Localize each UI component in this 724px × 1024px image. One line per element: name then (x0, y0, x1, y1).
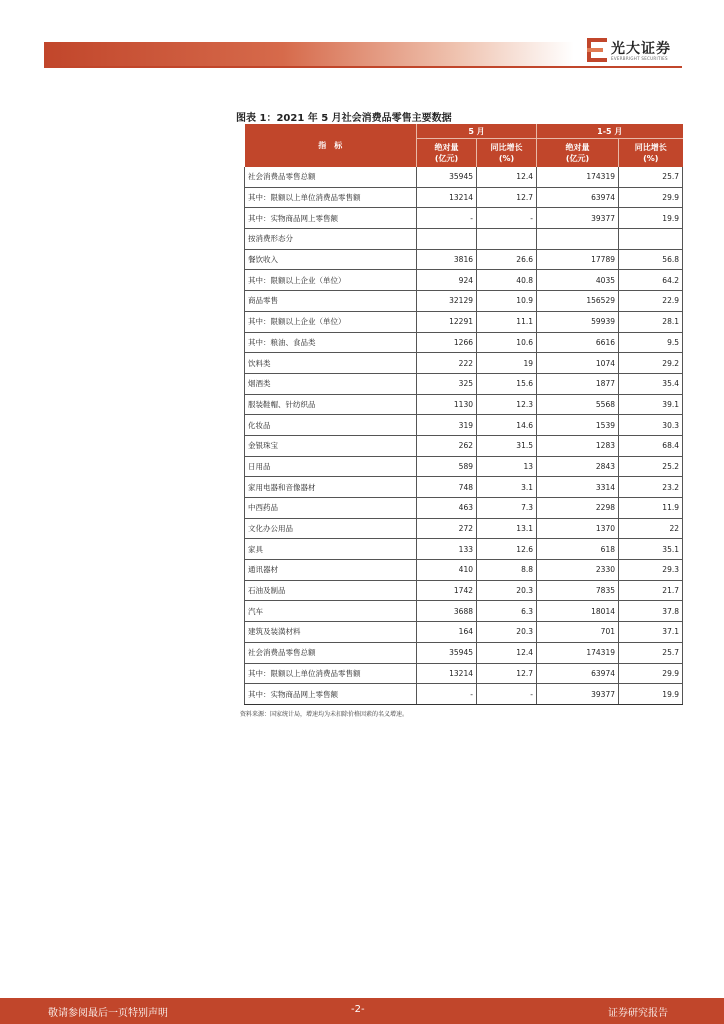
footer-disclaimer: 敬请参阅最后一页特别声明 (48, 1008, 168, 1019)
row-label: 其中：限额以上企业（单位） (245, 270, 417, 291)
may-absolute-cell: 410 (417, 560, 477, 581)
row-label: 饮料类 (245, 353, 417, 374)
row-label: 建筑及装潢材料 (245, 622, 417, 643)
may-absolute-cell: 32129 (417, 291, 477, 312)
may-growth-cell: 12.6 (477, 539, 537, 560)
table-row (245, 332, 683, 353)
may-absolute-cell: 262 (417, 435, 477, 456)
may-growth-cell (477, 229, 537, 250)
may-growth-cell: 13 (477, 456, 537, 477)
ytd-growth-cell: 64.2 (619, 270, 683, 291)
footer-doc-type: 证券研究报告 (608, 1008, 668, 1019)
may-absolute-cell: 463 (417, 498, 477, 519)
may-growth-cell: 12.4 (477, 167, 537, 187)
row-label: 按消费形态分 (245, 229, 417, 250)
may-growth-cell: 20.3 (477, 622, 537, 643)
may-growth-cell: 15.6 (477, 373, 537, 394)
may-growth-cell: 31.5 (477, 435, 537, 456)
ytd-absolute-cell: 1877 (537, 373, 619, 394)
row-label: 金银珠宝 (245, 435, 417, 456)
may-growth-cell: - (477, 208, 537, 229)
row-label: 家具 (245, 539, 417, 560)
row-label: 石油及制品 (245, 580, 417, 601)
may-growth-cell: 12.7 (477, 187, 537, 208)
ytd-growth-cell: 22 (619, 518, 683, 539)
may-absolute-cell: 133 (417, 539, 477, 560)
may-absolute-cell: 13214 (417, 663, 477, 684)
table-row (245, 498, 683, 519)
table-row (245, 684, 683, 705)
row-label: 其中：限额以上单位消费品零售额 (245, 187, 417, 208)
header-may-absolute: 绝对量 (亿元) (417, 139, 477, 168)
ytd-growth-cell: 19.9 (619, 684, 683, 705)
ytd-absolute-cell: 3314 (537, 477, 619, 498)
ytd-growth-cell: 39.1 (619, 394, 683, 415)
table-row (245, 539, 683, 560)
row-label: 家用电器和音像器材 (245, 477, 417, 498)
page-number: -2- (351, 1004, 365, 1015)
row-label: 中西药品 (245, 498, 417, 519)
may-growth-cell: 14.6 (477, 415, 537, 436)
row-label: 其中：限额以上单位消费品零售额 (245, 663, 417, 684)
table-row (245, 291, 683, 312)
ytd-growth-cell (619, 229, 683, 250)
may-growth-cell: 20.3 (477, 580, 537, 601)
row-label: 其中：实物商品网上零售额 (245, 684, 417, 705)
ytd-growth-cell: 56.8 (619, 249, 683, 270)
may-absolute-cell: - (417, 208, 477, 229)
row-label: 化妆品 (245, 415, 417, 436)
may-absolute-cell: 1130 (417, 394, 477, 415)
may-absolute-cell: - (417, 684, 477, 705)
may-growth-cell: - (477, 684, 537, 705)
table-row (245, 601, 683, 622)
table-row (245, 518, 683, 539)
may-absolute-cell: 12291 (417, 311, 477, 332)
ytd-growth-cell: 29.3 (619, 560, 683, 581)
table-row (245, 353, 683, 374)
ytd-growth-cell: 21.7 (619, 580, 683, 601)
table-body (245, 167, 683, 704)
header-jan-may: 1-5 月 (537, 124, 683, 139)
ytd-growth-cell: 25.2 (619, 456, 683, 477)
may-absolute-cell: 272 (417, 518, 477, 539)
brand-name-cn: 光大证券 (611, 41, 671, 57)
may-growth-cell: 19 (477, 353, 537, 374)
may-growth-cell: 10.6 (477, 332, 537, 353)
brand-logo (587, 38, 687, 66)
row-label: 通讯器材 (245, 560, 417, 581)
ytd-growth-cell: 25.7 (619, 167, 683, 187)
ytd-growth-cell: 37.1 (619, 622, 683, 643)
row-label: 商品零售 (245, 291, 417, 312)
table-row (245, 373, 683, 394)
may-growth-cell: 12.3 (477, 394, 537, 415)
may-absolute-cell: 164 (417, 622, 477, 643)
may-growth-cell: 10.9 (477, 291, 537, 312)
header-may: 5 月 (417, 124, 537, 139)
table-row (245, 456, 683, 477)
row-label: 社会消费品零售总额 (245, 642, 417, 663)
ytd-absolute-cell: 174319 (537, 167, 619, 187)
may-growth-cell: 13.1 (477, 518, 537, 539)
table-row (245, 663, 683, 684)
may-growth-cell: 3.1 (477, 477, 537, 498)
may-growth-cell: 7.3 (477, 498, 537, 519)
everbright-logo-icon (587, 38, 607, 62)
ytd-absolute-cell: 7835 (537, 580, 619, 601)
row-label: 其中：粮油、食品类 (245, 332, 417, 353)
may-absolute-cell: 325 (417, 373, 477, 394)
table-row (245, 394, 683, 415)
ytd-growth-cell: 22.9 (619, 291, 683, 312)
ytd-absolute-cell (537, 229, 619, 250)
ytd-absolute-cell: 2298 (537, 498, 619, 519)
ytd-growth-cell: 29.9 (619, 187, 683, 208)
ytd-absolute-cell: 39377 (537, 208, 619, 229)
may-absolute-cell: 1742 (417, 580, 477, 601)
header-ytd-absolute: 绝对量 (亿元) (537, 139, 619, 168)
may-growth-cell: 12.7 (477, 663, 537, 684)
ytd-growth-cell: 11.9 (619, 498, 683, 519)
ytd-growth-cell: 25.7 (619, 642, 683, 663)
footer-bar (0, 998, 724, 1024)
row-label: 其中：实物商品网上零售额 (245, 208, 417, 229)
row-label: 餐饮收入 (245, 249, 417, 270)
may-absolute-cell: 924 (417, 270, 477, 291)
may-absolute-cell: 3688 (417, 601, 477, 622)
ytd-absolute-cell: 4035 (537, 270, 619, 291)
table-row (245, 249, 683, 270)
row-label: 日用品 (245, 456, 417, 477)
row-label: 服装鞋帽、针纺织品 (245, 394, 417, 415)
may-absolute-cell: 1266 (417, 332, 477, 353)
ytd-growth-cell: 37.8 (619, 601, 683, 622)
ytd-absolute-cell: 156529 (537, 291, 619, 312)
table-row (245, 580, 683, 601)
ytd-absolute-cell: 17789 (537, 249, 619, 270)
may-growth-cell: 12.4 (477, 642, 537, 663)
may-growth-cell: 26.6 (477, 249, 537, 270)
ytd-absolute-cell: 2843 (537, 456, 619, 477)
ytd-absolute-cell: 18014 (537, 601, 619, 622)
ytd-growth-cell: 68.4 (619, 435, 683, 456)
may-growth-cell: 40.8 (477, 270, 537, 291)
ytd-absolute-cell: 59939 (537, 311, 619, 332)
may-absolute-cell: 3816 (417, 249, 477, 270)
header-indicator: 指 标 (245, 124, 417, 167)
may-absolute-cell: 319 (417, 415, 477, 436)
may-absolute-cell: 13214 (417, 187, 477, 208)
row-label: 烟酒类 (245, 373, 417, 394)
table-row (245, 270, 683, 291)
ytd-growth-cell: 29.2 (619, 353, 683, 374)
may-growth-cell: 8.8 (477, 560, 537, 581)
may-absolute-cell (417, 229, 477, 250)
may-absolute-cell: 35945 (417, 642, 477, 663)
header-rule (44, 66, 682, 68)
may-growth-cell: 6.3 (477, 601, 537, 622)
ytd-growth-cell: 9.5 (619, 332, 683, 353)
may-growth-cell: 11.1 (477, 311, 537, 332)
table-row (245, 208, 683, 229)
table-row (245, 167, 683, 187)
ytd-growth-cell: 35.1 (619, 539, 683, 560)
may-absolute-cell: 748 (417, 477, 477, 498)
source-note: 资料来源：国家统计局，增速均为未扣除价格因素的名义增速。 (240, 711, 409, 718)
brand-name-en: EVERBRIGHT SECURITIES (611, 56, 668, 61)
ytd-growth-cell: 30.3 (619, 415, 683, 436)
ytd-absolute-cell: 174319 (537, 642, 619, 663)
row-label: 其中：限额以上企业（单位） (245, 311, 417, 332)
retail-data-table (244, 124, 683, 705)
row-label: 文化办公用品 (245, 518, 417, 539)
row-label: 汽车 (245, 601, 417, 622)
figure-title: 图表 1：2021 年 5 月社会消费品零售主要数据 (236, 113, 452, 124)
table-row (245, 435, 683, 456)
ytd-absolute-cell: 63974 (537, 187, 619, 208)
table-row (245, 415, 683, 436)
header-ytd-growth: 同比增长 (%) (619, 139, 683, 168)
ytd-absolute-cell: 1283 (537, 435, 619, 456)
may-absolute-cell: 35945 (417, 167, 477, 187)
ytd-absolute-cell: 1074 (537, 353, 619, 374)
table-row (245, 477, 683, 498)
ytd-absolute-cell: 1539 (537, 415, 619, 436)
ytd-absolute-cell: 1370 (537, 518, 619, 539)
table-row (245, 560, 683, 581)
header-bar (44, 42, 574, 66)
ytd-growth-cell: 29.9 (619, 663, 683, 684)
ytd-growth-cell: 19.9 (619, 208, 683, 229)
table-row (245, 622, 683, 643)
table-row (245, 229, 683, 250)
ytd-absolute-cell: 39377 (537, 684, 619, 705)
header-may-growth: 同比增长 (%) (477, 139, 537, 168)
ytd-growth-cell: 28.1 (619, 311, 683, 332)
table-row (245, 187, 683, 208)
ytd-absolute-cell: 5568 (537, 394, 619, 415)
ytd-absolute-cell: 63974 (537, 663, 619, 684)
may-absolute-cell: 222 (417, 353, 477, 374)
ytd-growth-cell: 35.4 (619, 373, 683, 394)
ytd-absolute-cell: 6616 (537, 332, 619, 353)
table-row (245, 311, 683, 332)
ytd-absolute-cell: 2330 (537, 560, 619, 581)
ytd-growth-cell: 23.2 (619, 477, 683, 498)
may-absolute-cell: 589 (417, 456, 477, 477)
table-row (245, 642, 683, 663)
ytd-absolute-cell: 618 (537, 539, 619, 560)
ytd-absolute-cell: 701 (537, 622, 619, 643)
row-label: 社会消费品零售总额 (245, 167, 417, 187)
